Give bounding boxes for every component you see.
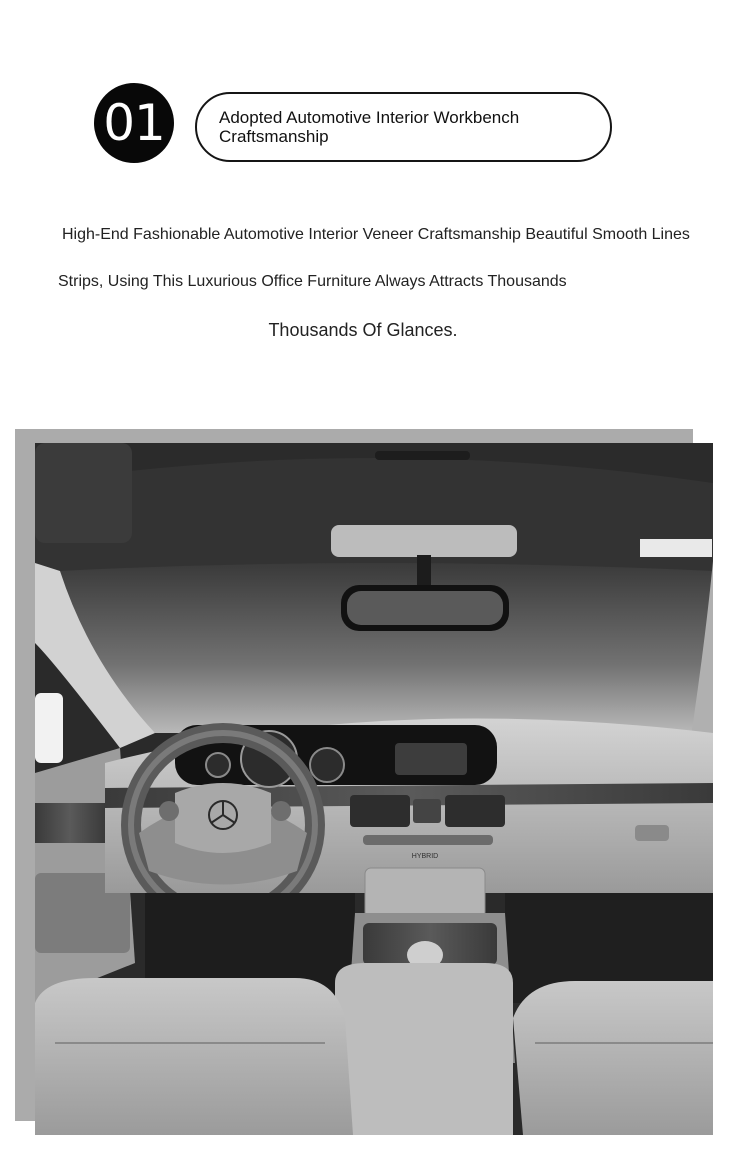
description-line-3: Thousands Of Glances. <box>268 320 458 340</box>
section-title: Adopted Automotive Interior Workbench Craftsmanship <box>219 108 520 146</box>
description-line-2: Strips, Using This Luxurious Office Furniture Always Attracts Thousands <box>58 273 567 290</box>
car-interior-photo <box>35 443 713 1135</box>
section-number-badge: 01 <box>94 83 174 163</box>
section-title-pill <box>195 92 612 162</box>
description-line-1: High-End Fashionable Automotive Interior Veneer Craftsmanship Beautiful Smooth Lines <box>62 226 690 243</box>
console-hybrid-badge: HYBRID <box>411 853 439 860</box>
